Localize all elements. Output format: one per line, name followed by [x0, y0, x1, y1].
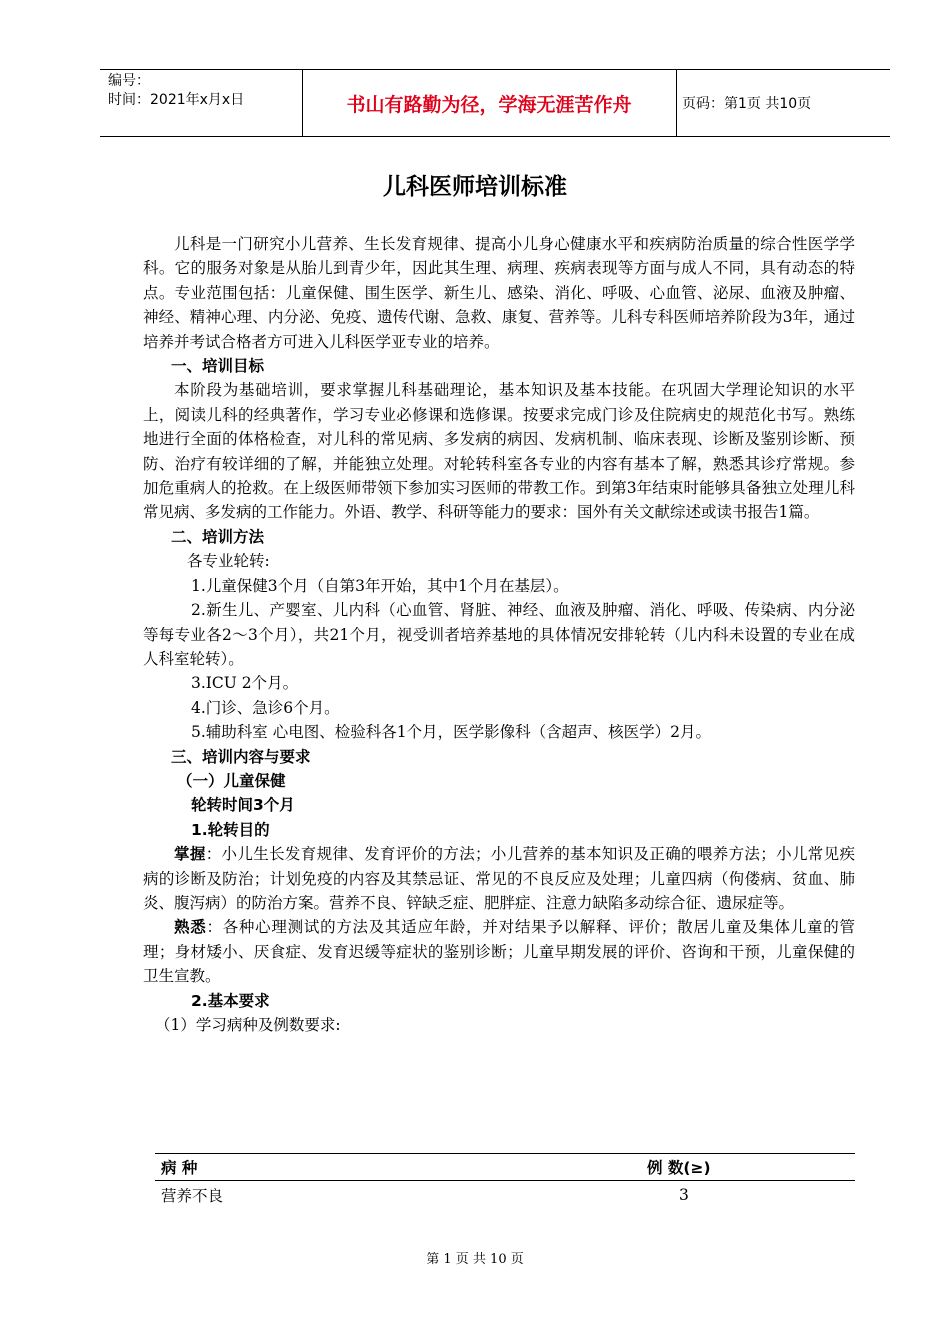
- subheading: 2.基本要求: [191, 991, 270, 1010]
- list-item: 3.ICU 2个月。: [191, 674, 299, 693]
- section-heading: 三、培训内容与要求: [171, 747, 311, 766]
- document-body: [143, 232, 855, 1037]
- section-paragraph: 本阶段为基础培训，要求掌握儿科基础理论，基本知识及基本技能。在巩固大学理论知识的水平上，阅读儿科的经典著作，学习专业必修课和选修课。按要求完成门诊及住院病史的规范化书写。熟练地进行全面的体格检查，对儿科的常见病、多发病的病因、发病机制、临床表现、诊断及鉴别诊断、预防、治疗有较详细的了解，并能独立处理。对轮转科室各专业的内容有基本了解，熟悉其诊疗常规。参加危重病人的抢救。在上级医师带领下参加实习医师的带教工作。到第3年结束时能够具备独立处理儿科常见病、多发病的工作能力。外语、教学、科研等能力的要求：国外有关文献综述或读书报告1篇。: [143, 381, 855, 522]
- section-lead: 各专业轮转:: [187, 552, 270, 571]
- list-item: 4.门诊、急诊6个月。: [191, 698, 340, 717]
- page-footer: 第 1 页 共 10 页: [426, 1252, 524, 1267]
- familiar-text: ：各种心理测试的方法及其适应年龄，并对结果予以解释、评价；散居儿童及集体儿童的管理；身材矮小、厌食症、发育迟缓等症状的鉴别诊断；儿童早期发展的评价、咨询和干预，儿童保健的卫生宣教。: [143, 918, 855, 986]
- subheading: 1.轮转目的: [191, 820, 270, 839]
- list-item: 2.新生儿、产婴室、儿内科（心血管、肾脏、神经、血液及肿瘤、消化、呼吸、传染病、内分泌等每专业各2～3个月），共21个月，视受训者培养基地的具体情况安排轮转（儿内科未设置的专业在成人科室轮转）。: [143, 601, 855, 668]
- header-motto: 书山有路勤为径，学海无涯苦作舟: [346, 93, 632, 116]
- header-page-label: 页码：第1页 共10页: [682, 96, 812, 112]
- number-label: 编号：: [108, 73, 150, 89]
- rotation-time: 轮转时间3个月: [191, 796, 295, 815]
- table-header-count: 例 数(≥): [641, 1154, 855, 1181]
- familiar-paragraph: [143, 915, 855, 988]
- header-divider: [676, 70, 677, 136]
- section-heading: 一、培训目标: [171, 357, 265, 376]
- familiar-label: 熟悉: [174, 918, 207, 937]
- list-item: 5.辅助科室 心电图、检验科各1个月，医学影像科（含超声、核医学）2月。: [191, 723, 711, 742]
- table-header-disease: 病 种: [155, 1154, 641, 1181]
- master-paragraph: [143, 842, 855, 915]
- requirement-item: （1）学习病种及例数要求:: [155, 1016, 341, 1034]
- list-item: 1.儿童保健3个月（自第3年开始，其中1个月在基层）。: [191, 576, 569, 595]
- table-row: [155, 1181, 855, 1210]
- intro-paragraph: 儿科是一门研究小儿营养、生长发育规律、提高小儿身心健康水平和疾病防治质量的综合性医学学科。它的服务对象是从胎儿到青少年，因此其生理、病理、疾病表现等方面与成人不同，具有动态的特点。专业范围包括：儿童保健、围生医学、新生儿、感染、消化、呼吸、心血管、泌尿、血液及肿瘤、神经、精神心理、内分泌、免疫、遗传代谢、急救、康复、营养等。儿科专科医师培养阶段为3年，通过培养并考试合格者方可进入儿科医学亚专业的培养。: [143, 235, 855, 351]
- table-header-row: [155, 1154, 855, 1181]
- master-label: 掌握: [174, 845, 206, 864]
- table-cell-disease: 营养不良: [161, 1187, 224, 1205]
- header-meta: [108, 72, 244, 110]
- page-header: [100, 69, 890, 137]
- subsection-heading: （一）儿童保健: [177, 771, 286, 790]
- section-heading: 二、培训方法: [171, 527, 265, 546]
- table-cell-count: 3: [679, 1186, 689, 1204]
- master-text: ：小儿生长发育规律、发育评价的方法；小儿营养的基本知识及正确的喂养方法；小儿常见疾病的诊断及防治；计划免疫的内容及其禁忌证、常见的不良反应及处理；儿童四病（佝偻病、贫血、肺炎、腹泻病）的防治方案。营养不良、锌缺乏症、肥胖症、注意力缺陷多动综合征、遗尿症等。: [143, 845, 855, 912]
- document-title: 儿科医师培训标准: [383, 174, 567, 200]
- time-label: 时间：2021年x月x日: [108, 92, 245, 108]
- disease-count-table: [155, 1153, 855, 1209]
